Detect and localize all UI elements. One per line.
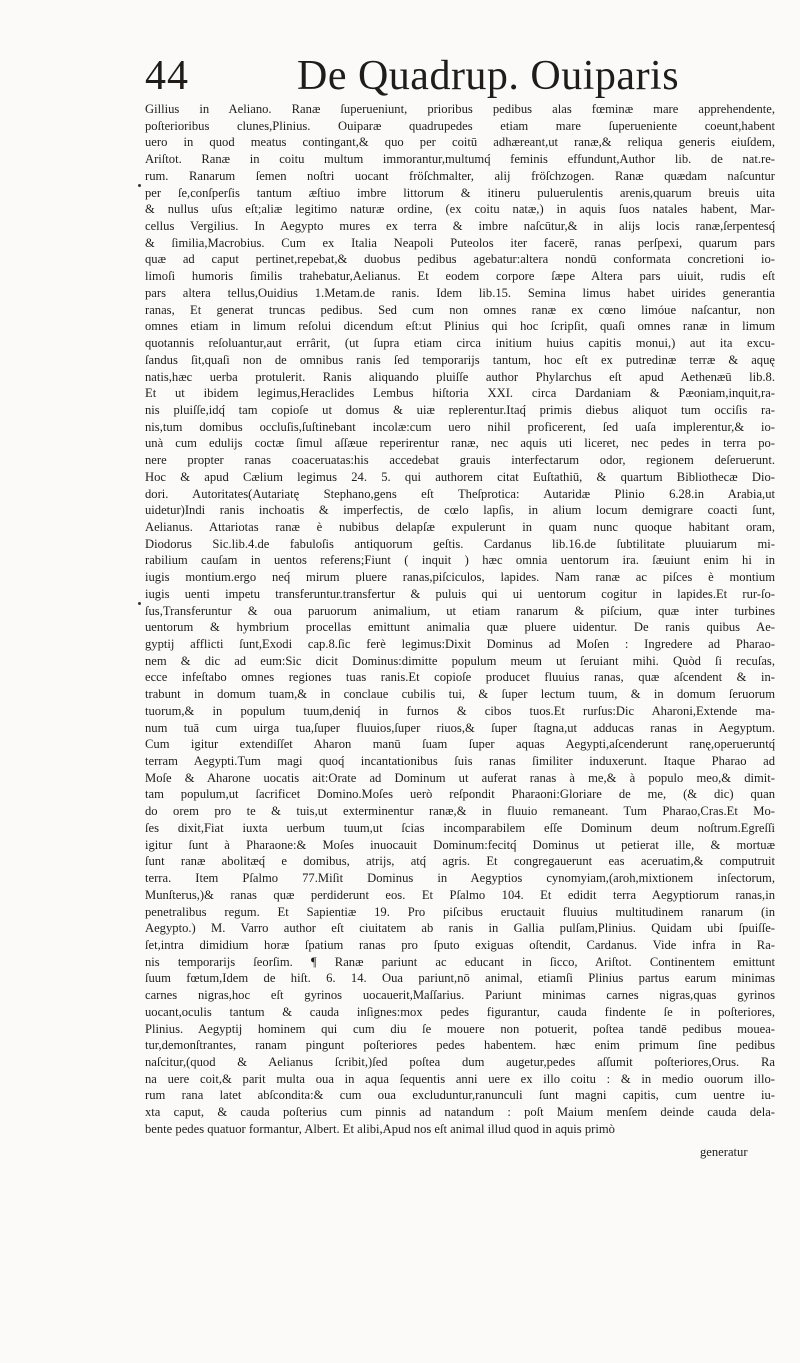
text-line: & ſimilia,Macrobius. Cum ex Italia Neapoli Puteolos iter facerē, ranas perſpexi, quarum pars [145, 235, 775, 250]
text-line: nem & dic ad eum:Sic dicit Dominus:dimitte populum meum ut ſeruiant mihi. Quòd ſi recuſas, [145, 653, 775, 668]
text-line: Plinius. Aegyptij hominem qui cum diu ſe mouere non potuerit, poſtea tandē pedibus mouea- [145, 1021, 775, 1036]
text-line: terra. Item Pſalmo 77.Miſit Dominus in Aegyptios cynomyiam,(aroh,mixtionem inſectorum, [145, 871, 775, 886]
text-line: iugis montium.ergo neq́ mirum pluere ranas,piſciculos, lapides. Nam ranæ ac piſces è montium [145, 570, 775, 585]
text-line: unà cum edulijs coctæ ſimul aſſæue reperirentur ranæ, nec aquis uti liceret, nec pedes in terra po- [145, 436, 775, 451]
text-line: trabunt in domum tuam,& in conclaue cubilis tui, & ſuper lectum tuum, & in domum ſeruorum [145, 687, 775, 702]
text-line: naſcitur,(quod & Aelianus ſcribit,)ſed poſtea dum augetur,pedes aſſumit poſteriores,Orus. Ra [145, 1054, 775, 1069]
text-line: nis temporarijs ſeorſim. ¶ Ranæ pariunt ac educant in ſicco, Ariſtot. Continentem emittunt [145, 954, 775, 969]
text-line: tur,demonſtrantes, ranam pingunt poſteriores pedes habentem. hæc enim primum ſine pedibus [145, 1038, 775, 1053]
text-line: Ariſtot. Ranæ in coitu multum immorantur,multumq́ feminis effundunt,Author lib. de nat.re- [145, 152, 775, 167]
text-line: quæ ad caput pertinet,repebat,& duobus pedibus agebatur:altera nondū conformata concretioni io- [145, 252, 775, 267]
margin-mark [138, 184, 141, 187]
text-line: do orem pro te & tuis,ut exterminentur ranæ,& in fluuio remaneant. Tum Pharao,Cras.Et Mo- [145, 804, 775, 819]
text-line: Hoc & apud Cælium legimus 24. 5. qui authorem citat Euſtathiū, & quartum Bibliothecæ Dio- [145, 469, 775, 484]
text-line: uocant,oculis tantum & cauda inſignes:mox pedes figurantur, cauda findente ſe in poſteriores, [145, 1004, 775, 1019]
text-line: per ſe,conſperſis tantum æſtiuo imbre littorum & itineru puluerulentis arenis,quarum breuis uita [145, 185, 775, 200]
text-line: na uere coit,& parit multa oua in aqua ſequentis anni uere ex illo coitu : & in medio ouorum illo- [145, 1071, 775, 1086]
text-line: Gillius in Aeliano. Ranæ ſuperueniunt, prioribus pedibus alas fœminæ mare apprehendente, [145, 102, 775, 116]
text-line: omnes etiam in limum reſolui dicendum eſt:ut Plinius qui hoc ſcripſit, quaſi omnes ranæ in limum [145, 319, 775, 334]
text-line: poſterioribus clunes,Plinius. Ouiparæ quadrupedes etiam mare ſuperueniente coeunt,habent [145, 118, 775, 133]
text-line: Diodorus Sic.lib.4.de fabuloſis antiquorum geſtis. Cardanus lib.16.de ſubtilitate pluuiarum mi- [145, 536, 775, 551]
text-line: ſuum fœtum,Idem de hiſt. 6. 14. Oua pariunt,nō animal, etiamſi Plinius partus earum minimas [145, 971, 775, 986]
text-line: & nullus uſus eſt;aliæ legitimo naturæ ordine, (ex coitu natæ,) in aquis ſuos natales habent, Mar- [145, 202, 775, 217]
text-line: tuorum,& in populum tuum,deniq́ in furnos & cibos tuos.Et rurſus:Dic Aharoni,Extende ma- [145, 703, 775, 718]
text-line: cellus Vergilius. In Aegypto mures ex terra & imbre naſcūtur,& in alijs locis ranæ,ſerpentesq́ [145, 219, 775, 234]
text-line: Et ut ibidem legimus,Heraclides Lembus hiſtoria XXI. circa Dardaniam & Pæoniam,inquit,ra- [145, 386, 775, 401]
margin-mark [138, 602, 141, 605]
text-line: Cum igitur extendiſſet Aharon manū ſuam ſuper aquas Aegypti,aſcenderunt ranę,operueruntq́ [145, 737, 775, 752]
page-number: 44 [145, 53, 189, 99]
text-line: uidetur)Indi ranis inchoatis & imperfectis, de cœlo lapſis, in alium locum demigrare coacti ſunt, [145, 503, 775, 518]
text-line: uentorum & hymbrium procellas emittunt animalia quæ pluere uidentur. De ranis quibus Ae- [145, 620, 775, 635]
text-line: limoſi humoris ſimilis trahebatur,Aelianus. Et eodem corpore ſæpe Altera pars uiuit, rudis eſt [145, 269, 775, 284]
body-text [145, 101, 775, 1138]
text-line: nis pluiſſe,idq́ tam copioſe ut domus & uiæ replerentur.Itaq́ primis diebus aliquot tum occiſis ra- [145, 402, 775, 417]
text-line: gyptij afflicti ſunt,Exodi cap.8.ſic ferè legimus:Dixit Dominus ad Moſen : Ingredere ad Pharao- [145, 637, 775, 651]
running-title: De Quadrup. Ouiparis [297, 53, 680, 99]
text-line: pars altera tellus,Ouidius 1.Metam.de ranis. Idem lib.15. Semina limus habet uirides generantia [145, 285, 775, 300]
text-line: ecce infeſtabo omnes regiones tuas ranis.Et copioſe producet fluuius ranas, quæ aſcendent & in- [145, 670, 775, 685]
text-line: bente pedes quatuor formantur, Albert. Et alibi,Apud nos eſt animal illud quod in aquis primò [145, 1121, 615, 1136]
text-line: Aelianus. Attariotas ranæ è nubibus delapſæ expulerunt in quam nunc quoque habitant oram, [145, 519, 775, 534]
catchword: generatur [700, 1145, 748, 1159]
text-line: penetralibus regum. Et Sapientiæ 19. Pro piſcibus eructauit fluuius multitudinem ranarum (in [145, 904, 775, 919]
text-line: num tuā cum uirga tua,ſuper fluuios,ſuper riuos,& ſuper ſtagna,ut adducas ranas in Aegyptum. [145, 720, 775, 735]
text-line: carnes nigras,hoc eſt gyrinos uocauerit,Maſſarius. Pariunt minimas carnes nigras,quas gyrinos [145, 988, 775, 1003]
text-line: igitur ſunt à Pharaone:& Moſes inuocauit Dominum:fecitq́ Dominus ut petierat ille, & mortuæ [145, 837, 775, 852]
text-line: ſes dixit,Fiat iuxta uerbum tuum,ut ſcias incomparabilem eſſe Dominum deum noſtrum.Egreſſi [145, 820, 775, 835]
text-line: nis,tum domibus occluſis,ſuſtinebant incolæ:cum uero nihil proficerent, ſed uaſa implerentur,& io- [145, 419, 775, 434]
text-line: rum. Ranarum ſemen noſtri uocant fröſchmalter, alij fröſchzogen. Ranæ quædam naſcuntur [145, 168, 775, 183]
text-line: quotannis reſoluantur,aut errârit, (ut ſupra etiam circa initium huius capitis monui,) aut ita excu- [145, 336, 775, 351]
page-header [145, 52, 680, 100]
text-line: uero in quod meatus contingant,& quo per coitū adhæreant,ut ranæ,& reliqua generis eiuſdem, [145, 135, 775, 150]
text-line: rum rana latet abſcondita:& cum oua excluduntur,ranunculi ſunt magni capitis, cum uentre iu- [145, 1088, 775, 1103]
text-line: tam populum,ut ſacrificet Domino.Moſes uerò reſpondit Pharaoni:Gloriare de me, (& dic) quan [145, 787, 775, 802]
text-line: ſunt ranæ abolitæq́ e domibus, atrijs, atq́ agris. Et congregauerunt eas aceruatim,& computruit [145, 854, 775, 869]
text-line: Munſterus,)& ranas quæ perdiderunt eos. Et Pſalmo 104. Et edidit terra Aegyptiorum ranas,in [145, 887, 775, 902]
text-line: Moſe & Aharone uocatis ait:Orate ad Dominum ut auferat ranas à me,& à populo meo,& dimit- [145, 770, 775, 785]
text-line: ranas, Et generat truncas pedibus. Sed cum non omnes ranæ ex cœno limóue naſcantur, non [145, 302, 775, 317]
text-line: xta caput, & cauda poſterius cum pinnis ad natandum : poſt Maium menſem deinde cauda dela- [145, 1105, 775, 1120]
text-line: ſandus ſit,quaſi non de omnibus ranis ſed temporarijs tantum, hoc eſt ex putredinæ terræ & aquę [145, 352, 775, 367]
text-line: ſet,intra dimidium horæ ſpatium ranas pro ſputo exiguas oſtendit, Cardanus. Vide infra in Ra- [145, 937, 775, 952]
text-line: ſus,Transferuntur & oua paruorum animalium, ut etiam ranarum & piſcium, quæ inter turbines [145, 603, 775, 618]
text-line: iugis uenti impetu transferuntur.transfertur & puluis qui ui uentorum cogitur in lapides.Et rur-ſo- [145, 586, 775, 601]
text-line: rabilium cauſam in uentos referens;Fiunt ( inquit ) hæc omnia uentorum ira. ſæuiunt enim hi in [145, 553, 775, 568]
text-line: natis,hæc uerba protulerit. Ranis aliquando pluiſſe author Phylarchus eſt apud Aethenæū lib.8. [145, 369, 775, 384]
text-line: dori. Autoritates(Autariatę Stephano,gens eſt Theſprotica: Autaridæ Plinio 6.28.in Arabia,ut [145, 486, 775, 501]
text-line: Aegypto.) M. Varro author eſt ciuitatem ab ranis in Gallia pulſam,Plinius. Quidam ubi ſpuiſſe- [145, 921, 775, 936]
text-line: terram Aegypti.Tum magi quoq́ incantationibus ſuis ranas ſimiliter induxerunt. Itaque Pharao ad [145, 754, 775, 769]
text-line: nere propter ranas coaceruatas:his accedebat grauis interfectarum odor, regionem deſeruerunt. [145, 453, 775, 468]
